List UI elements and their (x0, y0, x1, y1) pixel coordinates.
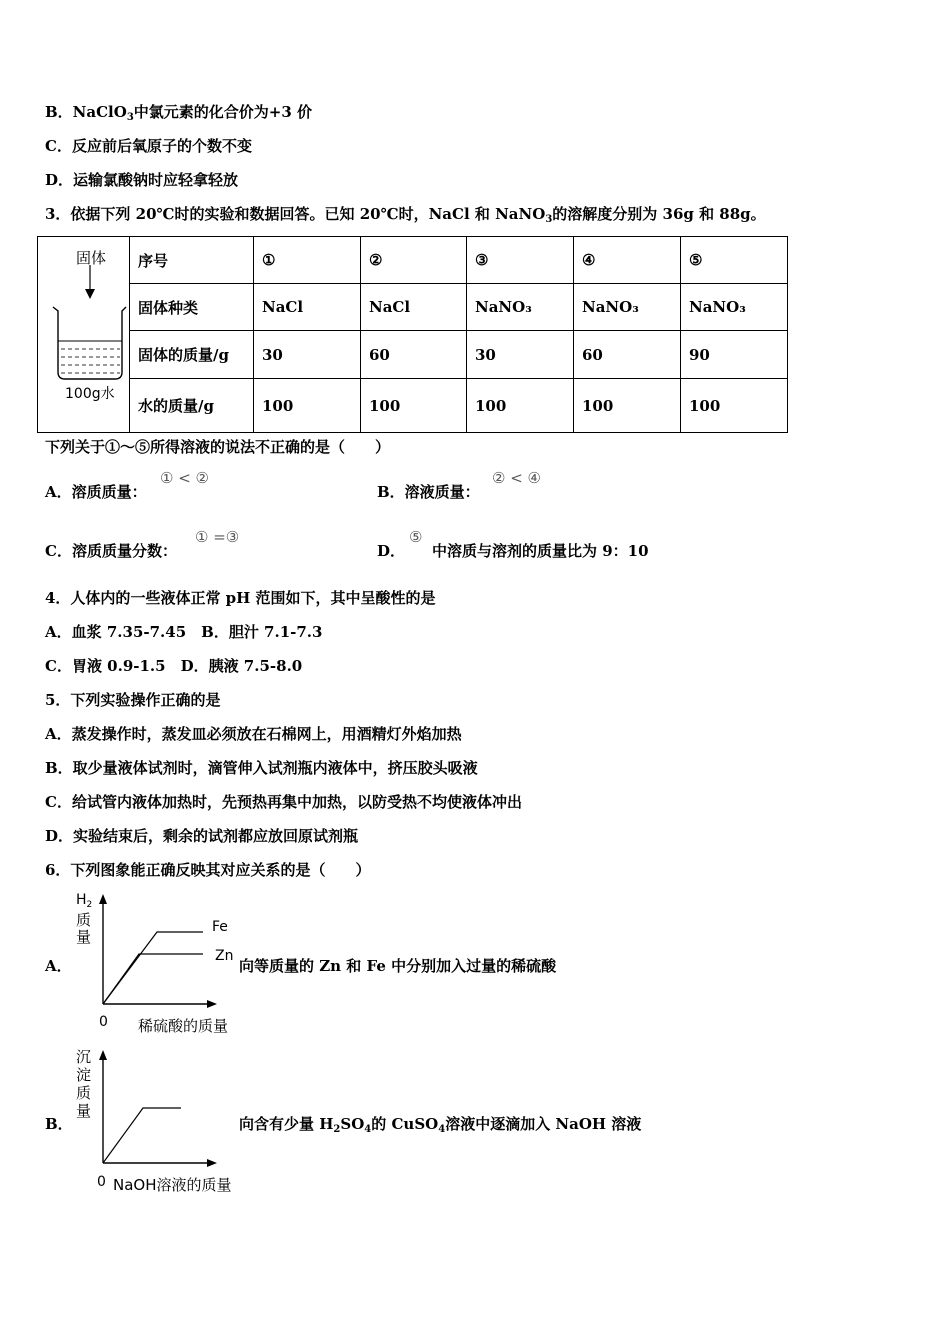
q4-options-cd: C．胃液 0.9-1.5 D．胰液 7.5-8.0 (45, 657, 303, 675)
q3-stem: 3．依据下列 20℃时的实验和数据回答。已知 20℃时，NaCl 和 NaNO$_3$的溶解度分别为 36g 和 88g。 (45, 205, 766, 225)
cell-water-mass: 100 (254, 379, 361, 433)
graph-a-origin: 0 (99, 1014, 108, 1030)
graph-a (95, 892, 225, 1017)
cell-water-mass: 100 (361, 379, 467, 433)
q3-option-b: B．溶液质量： (377, 483, 480, 501)
graph-a-zn-label: Zn (215, 948, 234, 964)
q3-option-c: C．溶质质量分数： (45, 542, 177, 560)
q3-option-d-text: 中溶质与溶剂的质量比为 9：10 (432, 542, 649, 560)
cell-solid: NaCl (361, 284, 467, 331)
graph-a-zn-curve (103, 954, 203, 1004)
q3-option-d-expr: ⑤ (409, 528, 423, 546)
q5-option-d: D．实验结束后，剩余的试剂都应放回原试剂瓶 (45, 827, 359, 845)
row-header: 固体种类 (130, 284, 254, 331)
experiment-table (37, 236, 788, 433)
water-label: 100g水 (65, 386, 115, 402)
graph-a-x-arrow (207, 1000, 217, 1008)
row-header: 序号 (130, 237, 254, 284)
q5-stem: 5．下列实验操作正确的是 (45, 691, 221, 709)
graph-a-y-label: 质量 (76, 911, 92, 946)
graph-a-fe-label: Fe (212, 919, 228, 935)
cell-solid-mass: 60 (361, 331, 467, 379)
q3-question: 下列关于①～⑤所得溶液的说法不正确的是（ ） (45, 438, 391, 456)
graph-b-x-arrow (207, 1159, 217, 1167)
graph-b-x-label: NaOH溶液的质量 (113, 1176, 232, 1194)
q4-stem: 4．人体内的一些液体正常 pH 范围如下，其中呈酸性的是 (45, 589, 436, 607)
q3-option-a-expr: ① < ② (160, 469, 209, 487)
cell-solid-mass: 90 (681, 331, 788, 379)
cell-solid: NaNO₃ (574, 284, 681, 331)
cell-water-mass: 100 (467, 379, 574, 433)
cell-number: ① (254, 237, 361, 284)
cell-solid-mass: 60 (574, 331, 681, 379)
cell-number: ② (361, 237, 467, 284)
cell-solid-mass: 30 (467, 331, 574, 379)
graph-b-y-arrow (99, 1050, 107, 1060)
graph-b-y-label: 沉淀质量 (76, 1048, 92, 1120)
graph-a-fe-curve (103, 932, 203, 1004)
cell-solid: NaCl (254, 284, 361, 331)
graph-b-curve (103, 1108, 181, 1163)
solid-label: 固体 (76, 249, 107, 267)
graph-a-x-label: 稀硫酸的质量 (138, 1017, 229, 1035)
q3-option-a: A．溶质质量： (45, 483, 147, 501)
cell-number: ③ (467, 237, 574, 284)
row-header: 固体的质量/g (130, 331, 254, 379)
graph-b-origin: 0 (97, 1174, 106, 1190)
q5-option-b: B．取少量液体试剂时，滴管伸入试剂瓶内液体中，挤压胶头吸液 (45, 759, 478, 777)
q6-stem: 6．下列图象能正确反映其对应关系的是（ ） (45, 861, 371, 879)
q2-option-c: C．反应前后氧原子的个数不变 (45, 137, 252, 155)
cell-number: ④ (574, 237, 681, 284)
row-header: 水的质量/g (130, 379, 254, 433)
graph-b-description: 向含有少量 $H_2SO_4$的 CuSO$_4$溶液中逐滴加入 NaOH 溶液 (239, 1115, 642, 1135)
graph-a-y-arrow (99, 894, 107, 904)
q5-option-a: A．蒸发操作时，蒸发皿必须放在石棉网上，用酒精灯外焰加热 (45, 725, 462, 743)
q3-option-c-expr: ① =③ (195, 528, 240, 546)
q6-option-a-label: A． (45, 957, 72, 975)
q3-option-b-expr: ② < ④ (492, 469, 541, 487)
cell-solid-mass: 30 (254, 331, 361, 379)
graph-a-description: 向等质量的 Zn 和 Fe 中分别加入过量的稀硫酸 (239, 957, 557, 975)
q6-option-b-label: B． (45, 1115, 73, 1133)
beaker-figure (38, 237, 130, 433)
q2-option-d: D．运输氯酸钠时应轻拿轻放 (45, 171, 239, 189)
q4-options-ab: A．血浆 7.35-7.45 B．胆汁 7.1-7.3 (45, 623, 323, 641)
cell-solid: NaNO₃ (467, 284, 574, 331)
cell-water-mass: 100 (681, 379, 788, 433)
q5-option-c: C．给试管内液体加热时，先预热再集中加热，以防受热不均使液体冲出 (45, 793, 522, 811)
cell-solid: NaNO₃ (681, 284, 788, 331)
q2-option-b: B．NaClO$_3$中氯元素的化合价为+3 价 (45, 103, 313, 123)
graph-b (95, 1048, 225, 1173)
graph-a-y-label-top: $H_2$ (76, 892, 93, 910)
cell-water-mass: 100 (574, 379, 681, 433)
cell-number: ⑤ (681, 237, 788, 284)
q3-option-d: D． (377, 542, 406, 560)
